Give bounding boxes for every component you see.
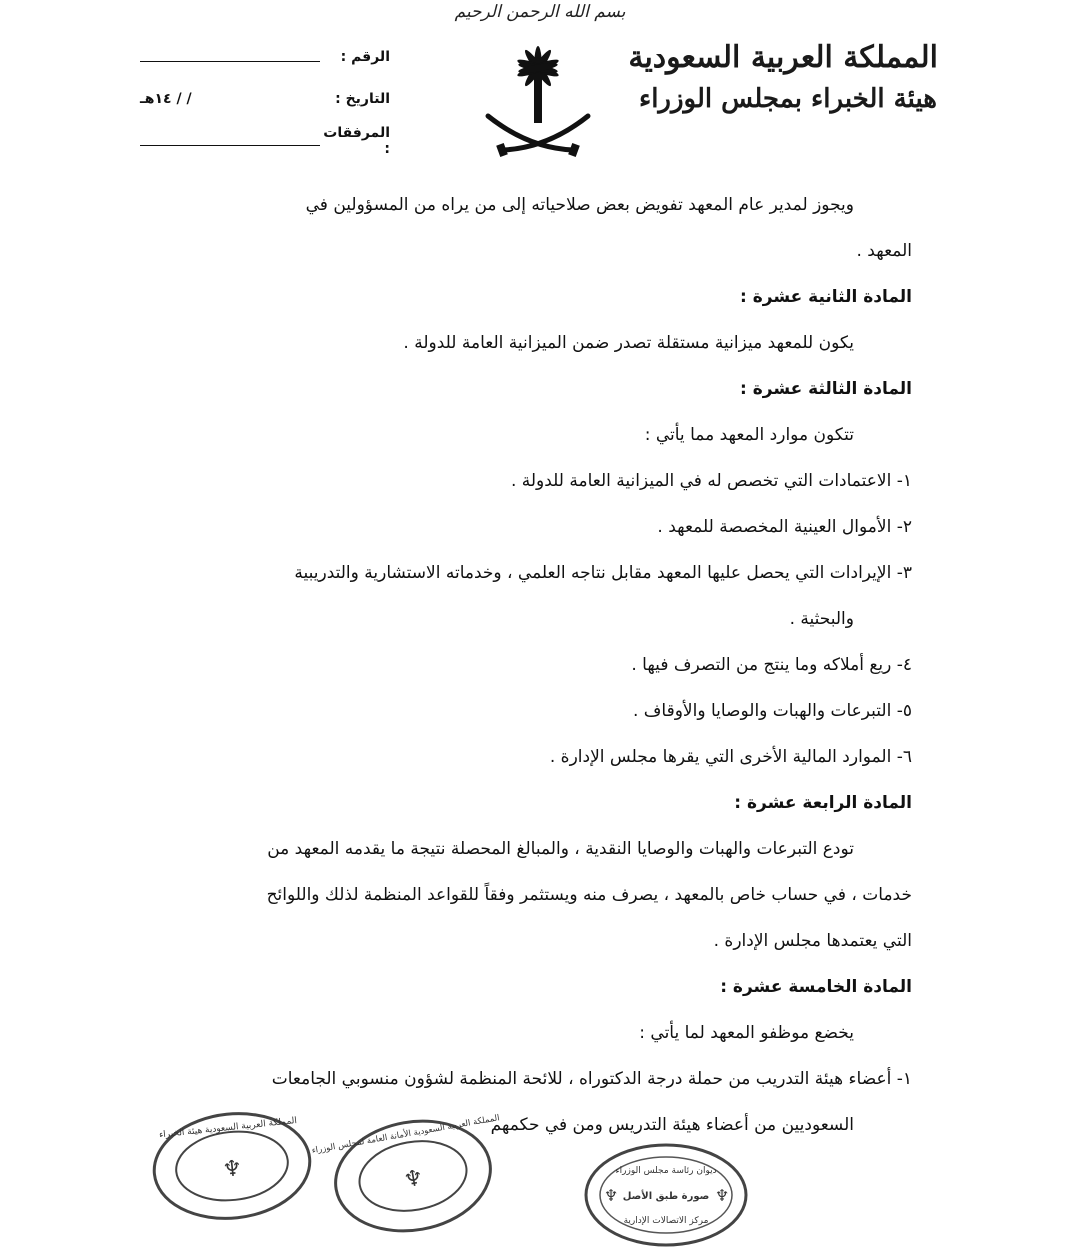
basmala: بسم الله الرحمن الرحيم	[454, 2, 626, 22]
svg-text:♆: ♆	[221, 1156, 244, 1183]
list-item-continuation: والبحثية .	[789, 609, 854, 629]
paragraph-line: التي يعتمدها مجلس الإدارة .	[713, 931, 912, 951]
list-item: ١- أعضاء هيئة التدريب من حملة درجة الدكتوراه ، للائحة المنظمة لشؤون منسوبي الجامعات	[271, 1069, 912, 1089]
stamp-icon	[310, 1106, 516, 1245]
article-15-heading: المادة الخامسة عشرة :	[720, 977, 912, 997]
letterhead	[628, 36, 938, 118]
number-line	[140, 60, 320, 62]
stamps	[0, 1100, 1078, 1247]
stamp-3-top: ديوان رئاسة مجلس الوزراء	[615, 1166, 717, 1176]
list-item: ١- الاعتمادات التي تخصص له في الميزانية العامة للدولة .	[510, 471, 912, 491]
article-15-text: يخضع موظفو المعهد لما يأتي :	[639, 1023, 854, 1043]
list-item: ٤- ريع أملاكه وما ينتج من التصرف فيها .	[631, 655, 912, 675]
authority-title: هيئة الخبراء بمجلس الوزراء	[638, 84, 937, 114]
kingdom-title: المملكة العربية السعودية	[628, 40, 938, 75]
article-13-heading: المادة الثالثة عشرة :	[740, 379, 912, 399]
list-item-continuation: السعوديين من أعضاء هيئة التدريس ومن في حكمهم	[490, 1115, 854, 1135]
stamp-icon	[149, 1106, 315, 1226]
number-row	[140, 36, 390, 78]
svg-text:♆: ♆	[401, 1165, 426, 1194]
list-item: ٥- التبرعات والهبات والوصايا والأوقاف .	[632, 701, 912, 721]
article-12-text: يكون للمعهد ميزانية مستقلة تصدر ضمن الميزانية العامة للدولة .	[403, 333, 854, 353]
date-row	[140, 78, 390, 120]
attachments-label: المرفقات :	[323, 125, 390, 157]
paragraph-line: تودع التبرعات والهبات والوصايا النقدية ، والمبالغ المحصلة نتيجة ما يقدمه المعهد من	[267, 839, 854, 859]
svg-text:♆: ♆	[714, 1186, 730, 1205]
date-value: / / ١٤هـ	[140, 91, 192, 107]
stamp-icon	[586, 1145, 746, 1245]
palm-swords-emblem-icon	[478, 38, 598, 163]
document-body	[160, 182, 912, 1148]
list-item: ٦- الموارد المالية الأخرى التي يقرها مجلس الإدارة .	[549, 747, 912, 767]
stamp-1-text: المملكة العربية السعودية هيئة الخبراء	[158, 1115, 298, 1141]
paragraph-line: ويجوز لمدير عام المعهد تفويض بعض صلاحياته إلى من يراه من المسؤولين في	[305, 195, 854, 215]
list-item: ٣- الإيرادات التي يحصل عليها المعهد مقابل نتاجه العلمي ، وخدماته الاستشارية والتدريبية	[294, 563, 912, 583]
attachments-line	[140, 144, 320, 146]
stamp-2-text: المملكة العربية السعودية الأمانة العامة لمجلس الوزراء	[310, 1113, 501, 1157]
list-item: ٢- الأموال العينية المخصصة للمعهد .	[657, 517, 912, 537]
number-label: الرقم :	[340, 49, 390, 65]
reference-block	[140, 36, 390, 162]
paragraph-line: خدمات ، في حساب خاص بالمعهد ، يصرف منه ويستثمر وفقاً للقواعد المنظمة لذلك واللوائح	[266, 885, 912, 905]
article-13-text: تتكون موارد المعهد مما يأتي :	[644, 425, 854, 445]
stamp-3-middle: صورة طبق الأصل	[622, 1191, 710, 1202]
stamp-3-bottom: مركز الاتصالات الإدارية	[623, 1216, 709, 1226]
date-label: التاريخ :	[335, 91, 390, 107]
svg-text:♆: ♆	[603, 1186, 619, 1205]
attachments-row	[140, 120, 390, 162]
article-14-heading: المادة الرابعة عشرة :	[734, 793, 912, 813]
paragraph-line: المعهد .	[856, 241, 912, 261]
article-12-heading: المادة الثانية عشرة :	[740, 287, 912, 307]
